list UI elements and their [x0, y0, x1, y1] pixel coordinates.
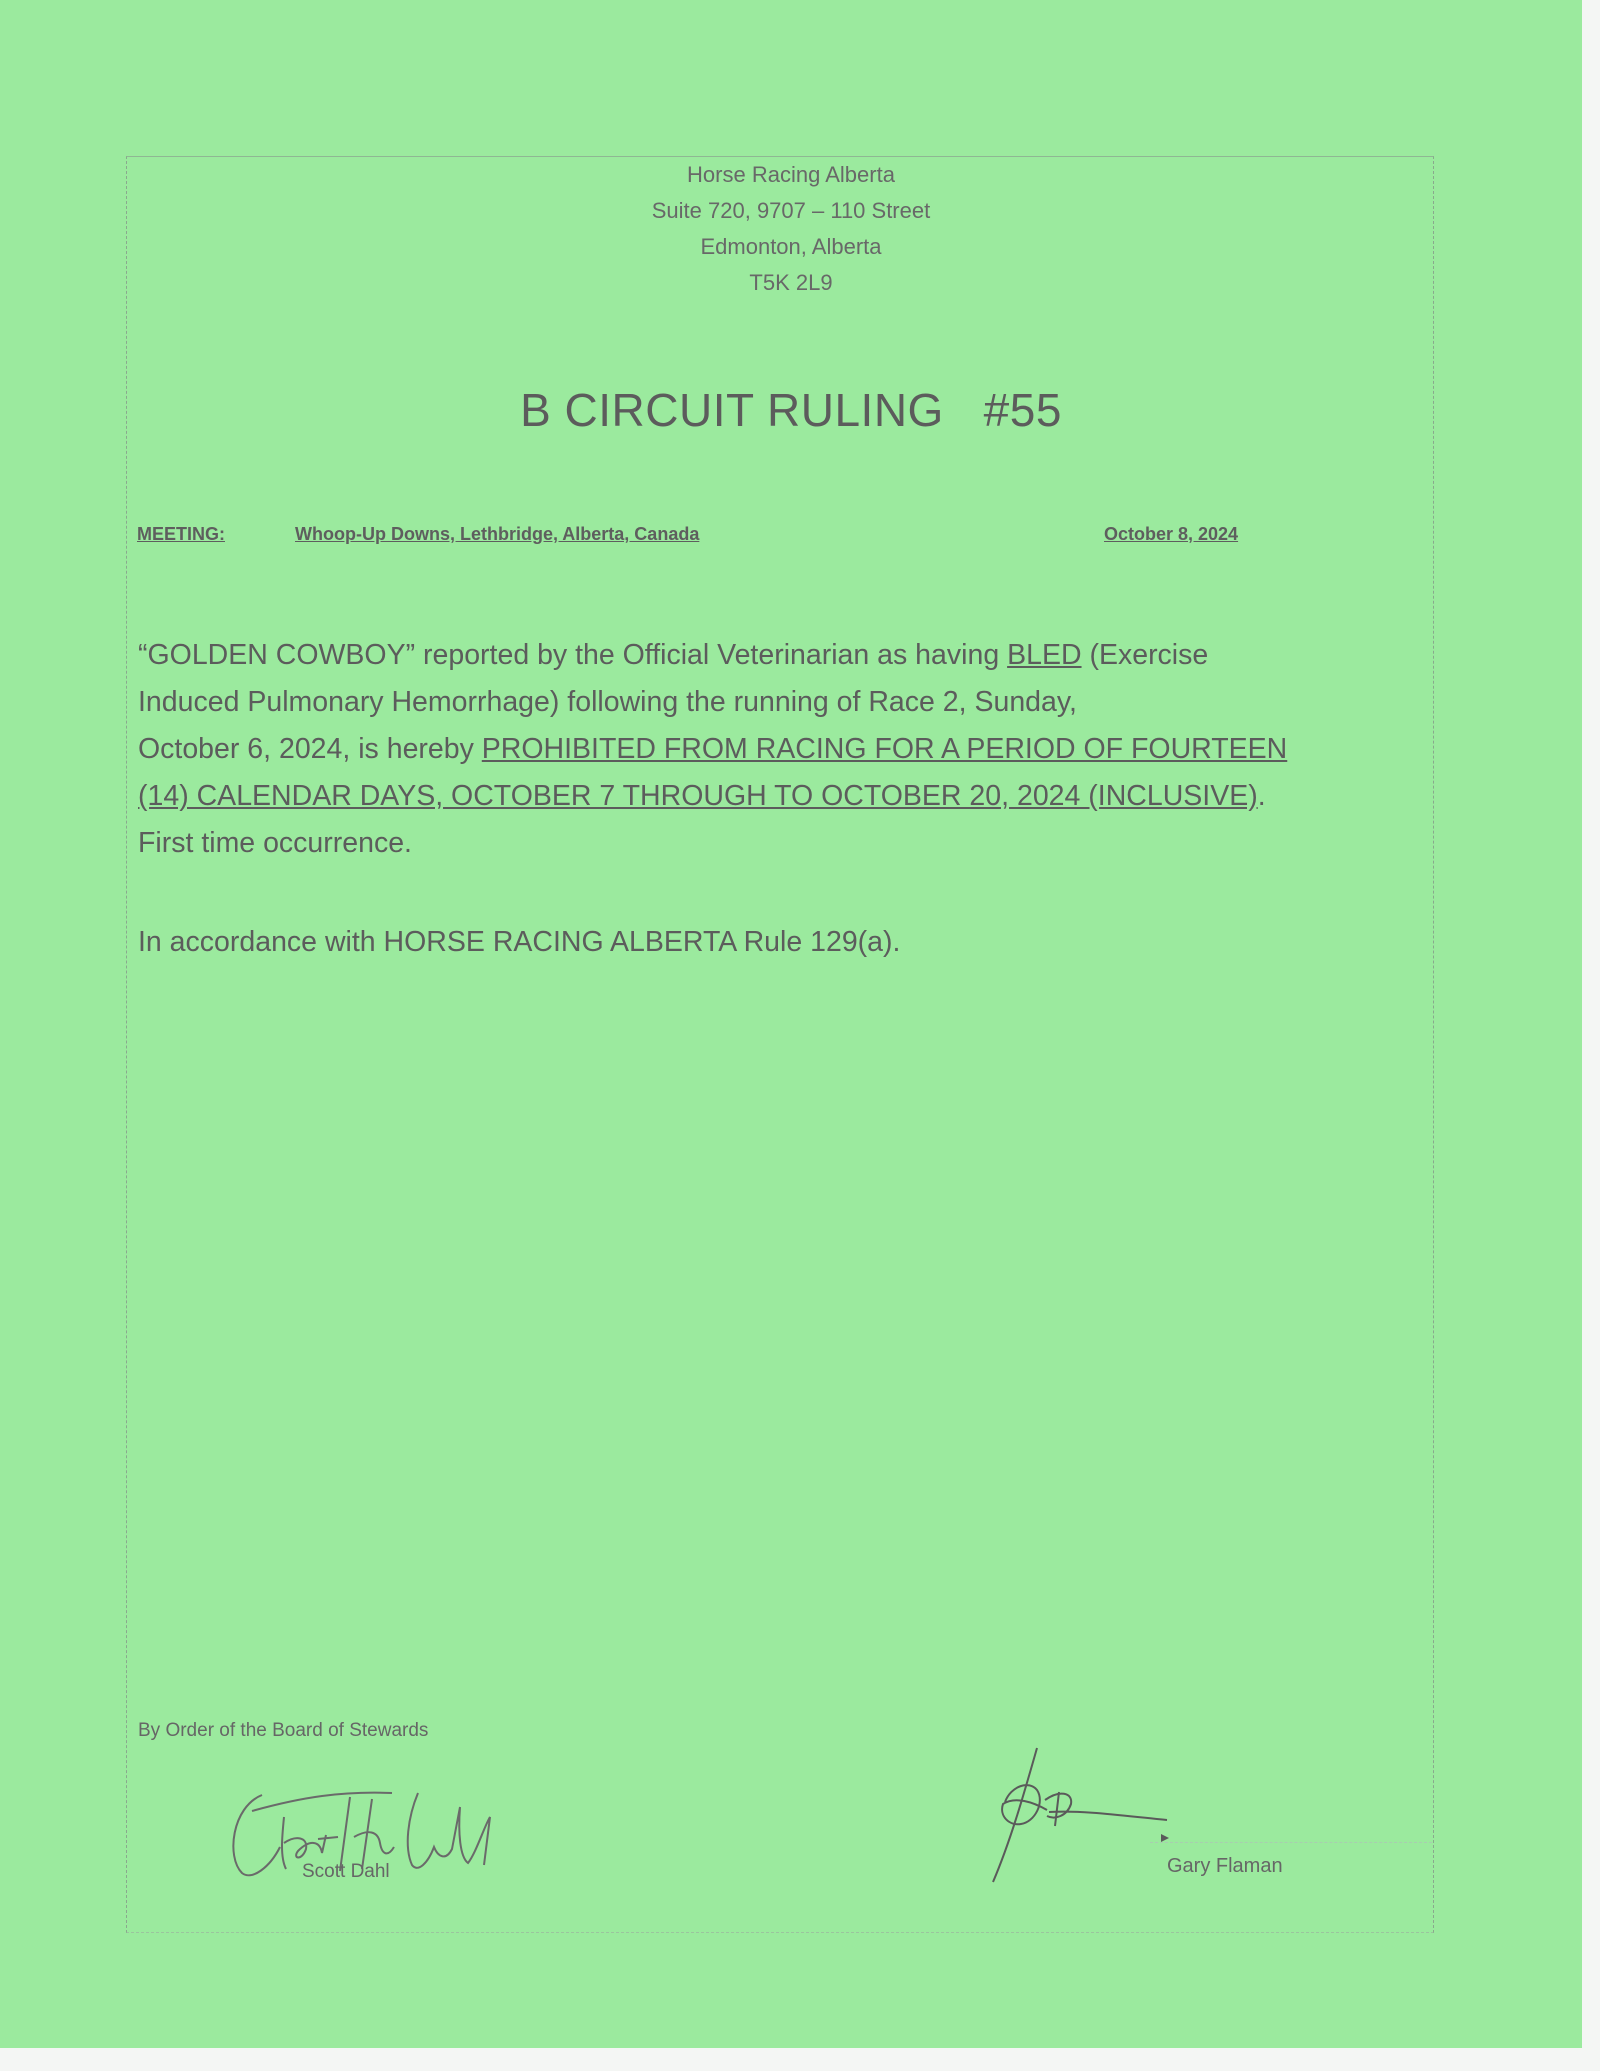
ruling-line-4 [138, 773, 1458, 820]
organization-name: Horse Racing Alberta [687, 162, 895, 187]
ruling-text: (Exercise [1081, 639, 1209, 671]
signature-line [1150, 1842, 1432, 1843]
bled-term: BLED [1007, 639, 1082, 671]
meeting-venue: Whoop-Up Downs, Lethbridge, Alberta, Canada [295, 524, 700, 544]
postal-code: T5K 2L9 [749, 270, 833, 295]
ruling-title-text: B CIRCUIT RULING #55 [520, 384, 1062, 436]
ruling-date: October 8, 2024 [1104, 524, 1239, 544]
signature-gary-flaman [975, 1740, 1195, 1890]
city-province: Edmonton, Alberta [700, 234, 882, 259]
ruling-text: . [1257, 780, 1266, 812]
ruling-line-2: Induced Pulmonary Hemorrhage) following the running of Race 2, Sunday, [138, 686, 1077, 718]
board-order-text: By Order of the Board of Stewards [138, 1720, 429, 1741]
ruling-title [0, 383, 1582, 437]
meeting-label: MEETING: [137, 524, 225, 544]
scan-margin-right [1582, 0, 1600, 2071]
scan-margin-bottom [0, 2048, 1600, 2071]
ruling-line-3 [138, 726, 1458, 773]
street-address: Suite 720, 9707 – 110 Street [651, 198, 931, 223]
letterhead [0, 157, 1582, 301]
ruling-line-5: First time occurrence. [138, 827, 412, 859]
rule-reference: In accordance with HORSE RACING ALBERTA Rule 129(a). [138, 926, 901, 958]
ruling-text: “GOLDEN COWBOY” reported by the Official Veterinarian as having [138, 639, 1008, 671]
ruling-body [138, 632, 1458, 867]
steward-2-name: Gary Flaman [1167, 1855, 1283, 1877]
prohibition-period: (14) CALENDAR DAYS, OCTOBER 7 THROUGH TO OCTOBER 20, 2024 (INCLUSIVE) [138, 780, 1258, 812]
prohibition-text: PROHIBITED FROM RACING FOR A PERIOD OF FOURTEEN [481, 733, 1288, 765]
ruling-line-1 [138, 632, 1458, 679]
ruling-text: October 6, 2024, is hereby [138, 733, 482, 765]
steward-1-name: Scott Dahl [302, 1861, 390, 1882]
